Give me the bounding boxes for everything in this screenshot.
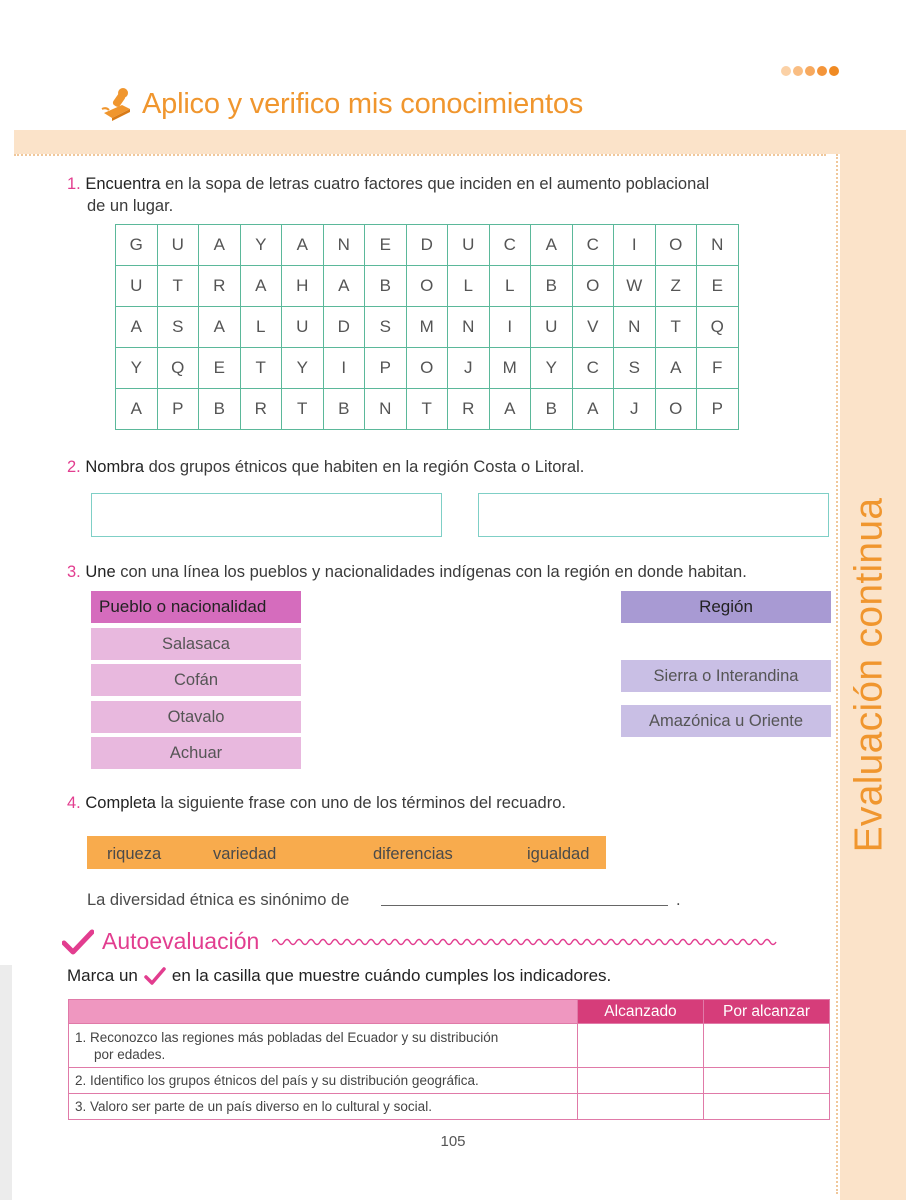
stamp-icon — [100, 87, 136, 121]
people-achuar[interactable]: Achuar — [91, 737, 301, 769]
page-number: 105 — [440, 1133, 466, 1150]
divider — [14, 154, 826, 156]
term-riqueza: riqueza — [107, 845, 162, 863]
word-search-cell[interactable]: A — [572, 389, 614, 430]
col-pending: Por alcanzar — [704, 1000, 830, 1024]
word-search-cell[interactable]: F — [697, 348, 739, 389]
indicator-text: 3. Valoro ser parte de un país diverso en lo cultural y social. — [69, 1094, 578, 1120]
question-text-continued: de un lugar. — [87, 197, 174, 215]
word-search-cell[interactable]: B — [531, 266, 573, 307]
answer-blank-line[interactable] — [381, 905, 668, 906]
self-evaluation-title: Autoevaluación — [102, 928, 260, 954]
word-search-cell[interactable]: A — [240, 266, 282, 307]
word-search-cell[interactable]: C — [572, 348, 614, 389]
word-search-cell[interactable]: Q — [697, 307, 739, 348]
word-search-cell[interactable]: U — [157, 225, 199, 266]
word-search-cell[interactable]: C — [489, 225, 531, 266]
word-search-cell[interactable]: Y — [116, 348, 158, 389]
word-search-cell[interactable]: P — [697, 389, 739, 430]
question-1 — [67, 173, 709, 217]
word-search-cell[interactable]: T — [282, 389, 324, 430]
word-search-cell[interactable]: E — [199, 348, 241, 389]
page-title: Aplico y verifico mis conocimientos — [142, 87, 584, 120]
word-search-cell[interactable]: H — [282, 266, 324, 307]
word-search-cell[interactable]: O — [572, 266, 614, 307]
term-variedad: variedad — [213, 845, 277, 863]
answer-box-2[interactable] — [478, 493, 829, 537]
word-search-cell[interactable]: N — [365, 389, 407, 430]
word-search-cell[interactable]: Q — [157, 348, 199, 389]
self-evaluation-instruction: Marca un en la casilla que muestre cuándo cumples los indicadores. — [67, 966, 612, 985]
decorative-dots — [781, 66, 839, 76]
people-salasaca[interactable]: Salasaca — [91, 628, 301, 660]
header-band — [14, 130, 906, 154]
question-verb: Completa — [85, 794, 156, 812]
word-search-row — [116, 266, 739, 307]
region-header: Región — [621, 591, 831, 623]
self-evaluation-heading — [62, 928, 259, 955]
word-search-cell[interactable]: E — [697, 266, 739, 307]
people-otavalo[interactable]: Otavalo — [91, 701, 301, 733]
word-search-cell[interactable]: A — [199, 225, 241, 266]
word-search-cell[interactable]: S — [614, 348, 656, 389]
question-number: 2. — [67, 458, 81, 476]
word-search-cell[interactable]: E — [365, 225, 407, 266]
word-search-cell[interactable]: N — [614, 307, 656, 348]
word-search-cell[interactable]: N — [448, 307, 490, 348]
word-search-cell[interactable]: U — [531, 307, 573, 348]
word-search-cell[interactable]: N — [323, 225, 365, 266]
word-search-cell[interactable]: T — [655, 307, 697, 348]
section-title — [100, 84, 583, 124]
question-number: 1. — [67, 175, 81, 193]
word-search-cell[interactable]: I — [323, 348, 365, 389]
word-search-cell[interactable]: U — [116, 266, 158, 307]
word-search-cell[interactable]: Z — [655, 266, 697, 307]
word-search-cell[interactable]: L — [448, 266, 490, 307]
self-evaluation-table — [68, 999, 830, 1120]
checkmark-icon — [62, 929, 94, 955]
word-search-cell[interactable]: A — [199, 307, 241, 348]
word-search-cell[interactable]: R — [448, 389, 490, 430]
word-search-cell[interactable]: L — [240, 307, 282, 348]
word-search-cell[interactable]: B — [199, 389, 241, 430]
word-search-cell[interactable]: R — [240, 389, 282, 430]
term-diferencias: diferencias — [373, 845, 453, 863]
question-verb: Une — [85, 563, 116, 581]
pending-checkbox[interactable] — [704, 1024, 830, 1068]
indicator-text: 1. Reconozco las regiones más pobladas del Ecuador y su distribución — [75, 1029, 499, 1045]
word-search-cell[interactable]: S — [365, 307, 407, 348]
word-search-cell[interactable]: A — [116, 307, 158, 348]
word-search-cell[interactable]: D — [323, 307, 365, 348]
word-search-cell[interactable]: O — [406, 266, 448, 307]
word-search-cell[interactable]: J — [614, 389, 656, 430]
question-verb: Encuentra — [85, 175, 161, 193]
word-search-cell[interactable]: A — [323, 266, 365, 307]
question-number: 3. — [67, 563, 81, 581]
answer-box-1[interactable] — [91, 493, 442, 537]
word-search-cell[interactable]: C — [572, 225, 614, 266]
checkmark-icon — [144, 967, 166, 985]
region-sierra[interactable]: Sierra o Interandina — [621, 660, 831, 692]
word-search-cell[interactable]: N — [697, 225, 739, 266]
col-achieved: Alcanzado — [578, 1000, 704, 1024]
word-search-cell[interactable]: R — [199, 266, 241, 307]
pending-checkbox[interactable] — [704, 1094, 830, 1120]
word-search-cell[interactable]: S — [157, 307, 199, 348]
term-igualdad: igualdad — [527, 845, 590, 863]
word-search-cell[interactable]: Y — [531, 348, 573, 389]
word-search-cell[interactable]: V — [572, 307, 614, 348]
question-4 — [67, 792, 566, 814]
question-verb: Nombra — [85, 458, 145, 476]
word-search-cell[interactable]: D — [406, 225, 448, 266]
word-search-cell[interactable]: A — [116, 389, 158, 430]
question-number: 4. — [67, 794, 81, 812]
word-search-row — [116, 389, 739, 430]
table-header-row — [69, 1000, 830, 1024]
word-search-cell[interactable]: Y — [282, 348, 324, 389]
word-search-cell[interactable]: O — [655, 389, 697, 430]
indicator-text: 2. Identifico los grupos étnicos del país y su distribución geográfica. — [69, 1068, 578, 1094]
word-search-cell[interactable]: B — [531, 389, 573, 430]
word-search-cell[interactable]: G — [116, 225, 158, 266]
page-edge — [0, 965, 12, 1200]
question-text: con una línea los pueblos y nacionalidades indígenas con la región en donde habitan. — [115, 563, 747, 581]
word-search-cell[interactable]: I — [489, 307, 531, 348]
word-search-cell[interactable]: A — [489, 389, 531, 430]
question-text: dos grupos étnicos que habiten en la región Costa o Litoral. — [144, 458, 585, 476]
region-amazonica[interactable]: Amazónica u Oriente — [621, 705, 831, 737]
question-text: en la sopa de letras cuatro factores que inciden en el aumento poblacional — [160, 175, 710, 193]
word-search-cell[interactable]: U — [282, 307, 324, 348]
word-search-cell[interactable]: M — [406, 307, 448, 348]
achieved-checkbox[interactable] — [578, 1094, 704, 1120]
sidebar-label: Evaluación continua — [847, 497, 890, 853]
word-search-cell[interactable]: P — [365, 348, 407, 389]
word-search-grid — [115, 224, 739, 430]
word-search-cell[interactable]: B — [365, 266, 407, 307]
word-search-cell[interactable]: I — [614, 225, 656, 266]
wavy-line-decoration — [272, 934, 780, 950]
indicator-text-continued: por edades. — [94, 1046, 166, 1062]
word-search-cell[interactable]: B — [323, 389, 365, 430]
people-cofan[interactable]: Cofán — [91, 664, 301, 696]
table-row — [69, 1094, 830, 1120]
word-search-cell[interactable]: A — [282, 225, 324, 266]
word-search-cell[interactable]: U — [448, 225, 490, 266]
table-row — [69, 1068, 830, 1094]
word-search-cell[interactable]: T — [406, 389, 448, 430]
achieved-checkbox[interactable] — [578, 1024, 704, 1068]
pending-checkbox[interactable] — [704, 1068, 830, 1094]
question-2 — [67, 456, 584, 478]
sentence-period: . — [676, 891, 681, 909]
word-search-cell[interactable]: P — [157, 389, 199, 430]
word-search-cell[interactable]: O — [406, 348, 448, 389]
word-search-row — [116, 348, 739, 389]
word-search-cell[interactable]: J — [448, 348, 490, 389]
table-row — [69, 1024, 830, 1068]
peoples-header: Pueblo o nacionalidad — [91, 591, 301, 623]
word-search-cell[interactable]: Y — [240, 225, 282, 266]
completion-sentence: La diversidad étnica es sinónimo de — [87, 891, 350, 909]
word-search-cell[interactable]: L — [489, 266, 531, 307]
word-search-cell[interactable]: T — [240, 348, 282, 389]
word-search-cell[interactable]: W — [614, 266, 656, 307]
word-search-cell[interactable]: T — [157, 266, 199, 307]
word-search-cell[interactable]: A — [531, 225, 573, 266]
word-search-cell[interactable]: O — [655, 225, 697, 266]
word-search-cell[interactable]: M — [489, 348, 531, 389]
word-search-row — [116, 307, 739, 348]
word-search-row — [116, 225, 739, 266]
word-search-cell[interactable]: A — [655, 348, 697, 389]
question-text: la siguiente frase con uno de los términos del recuadro. — [155, 794, 566, 812]
question-3 — [67, 561, 747, 583]
achieved-checkbox[interactable] — [578, 1068, 704, 1094]
